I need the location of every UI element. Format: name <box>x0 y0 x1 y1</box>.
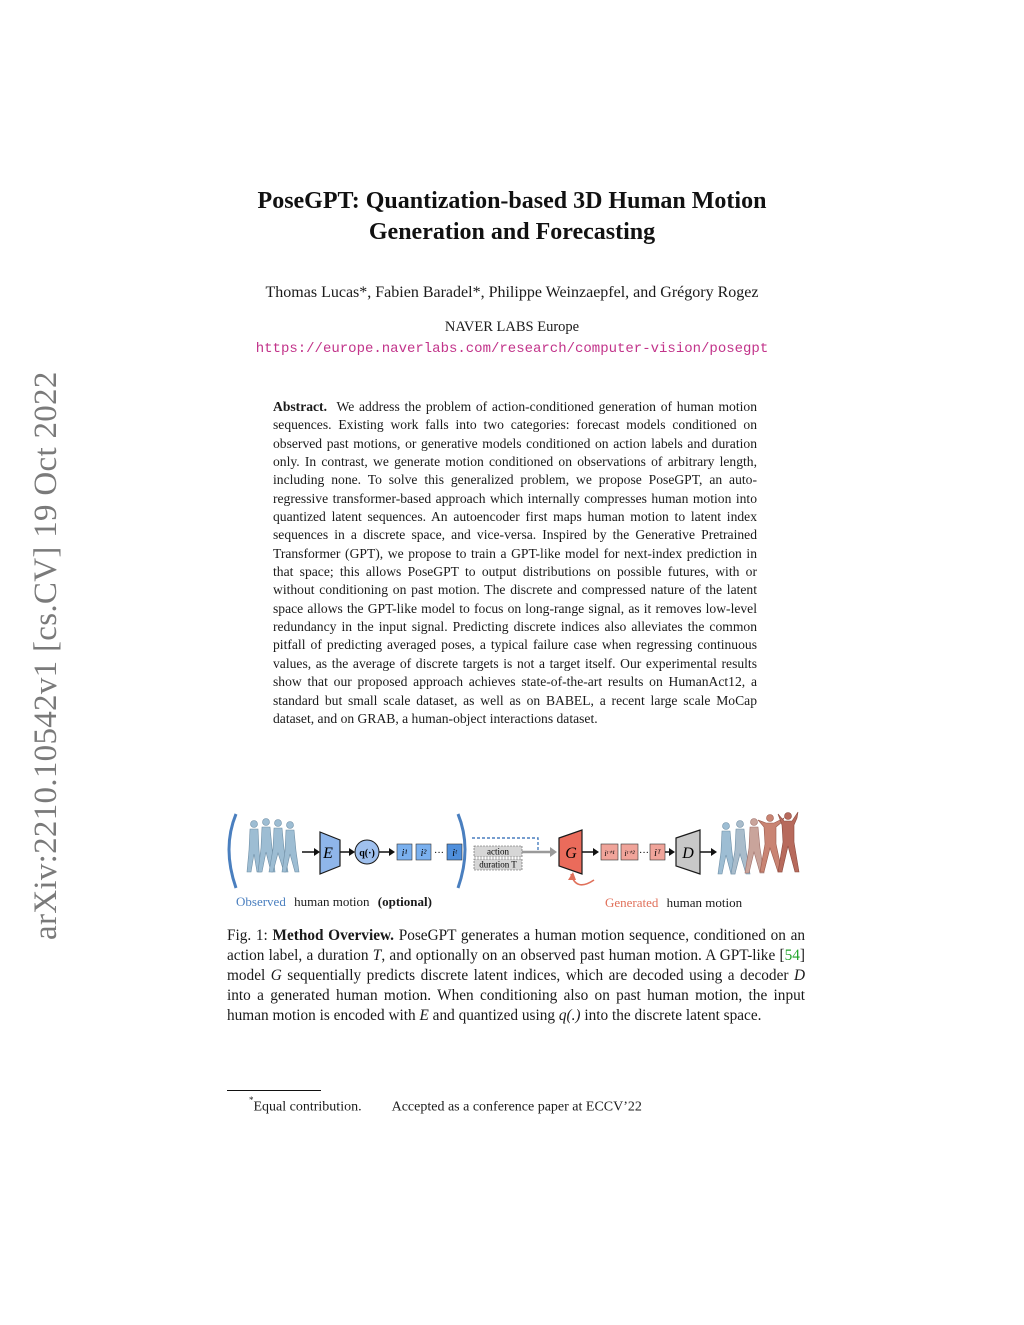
generated-rest: human motion <box>666 895 743 910</box>
optional-word: (optional) <box>377 894 432 909</box>
citation-link-54[interactable]: 54 <box>784 947 800 964</box>
token-in-ellipsis: ··· <box>434 848 444 859</box>
caption-math-D: D <box>793 967 806 984</box>
quantizer-label: q(·) <box>359 848 375 859</box>
caption-text-6: and quantized using <box>432 1007 556 1024</box>
arxiv-identifier: arXiv:2210.10542v1 [cs.CV] 19 Oct 2022 <box>28 371 64 940</box>
footnote-rule <box>227 1090 321 1091</box>
caption-text-5: into a generated human motion. When conditioning also on past human motion, the input human motion is encoded with <box>227 987 805 1024</box>
caption-math-T: T <box>372 947 382 964</box>
observed-word: Observed <box>236 894 286 909</box>
generated-human-figures-icon <box>718 812 799 874</box>
caption-text-3: ] model <box>227 947 806 984</box>
abstract-heading: Abstract. <box>273 399 327 414</box>
footnote <box>249 1097 642 1116</box>
affiliation: NAVER LABS Europe <box>444 319 580 335</box>
decoder-label: D <box>682 845 694 862</box>
action-condition-label: action <box>487 846 509 857</box>
caption-math-G: G <box>270 967 282 984</box>
footnote-mark: * <box>249 1095 254 1105</box>
title-line-2: Generation and Forecasting <box>368 219 656 245</box>
token-out-2-label: iᵗ⁺² <box>624 849 635 858</box>
abstract <box>273 398 757 728</box>
author-list: Thomas Lucas*, Fabien Baradel*, Philippe Weinzaepfel, and Grégory Rogez <box>265 284 759 301</box>
caption-text-4: sequentially predicts discrete latent indices, which are decoded using a decoder <box>287 967 789 984</box>
method-overview-figure <box>226 808 806 914</box>
abstract-body: We address the problem of action-conditioned generation of human motion sequences. Existing work falls into two categories: forecast models conditioned on observed past motions, or generative models conditioned on action labels and duration only. In contrast, we generate motion conditioned on observations of arbitrary length, including none. To solve this generalized problem, we propose PoseGPT, an auto-regressive transformer-based approach which internally compresses human motion into quantized latent sequences. An autoencoder first maps human motion to latent index sequences in a discrete space, and vice-versa. Inspired by the Generative Pretrained Transformer (GPT), we propose to train a GPT-like model for next-index prediction in that space; this allows PoseGPT to output distributions on possible futures, with or without conditioning on past motion. The discrete and compressed nature of the latent space allows the GPT-like model to focus on long-range signal, as it removes low-level redundancy in the input signal. Predicting discrete indices also alleviates the common pitfall of predicting averaged poses, a typical failure case when regressing continuous values, as the average of discrete targets is not a target itself. Our experimental results show that our proposed approach achieves state-of-the-art results on HumanAct12, a standard but small scale dataset, as well as on BABEL, a recent large scale MoCap dataset, and on GRAB, a human-object interactions dataset. <box>273 399 757 726</box>
token-out-T-label: iᵀ <box>654 848 661 859</box>
caption-prefix: Fig. 1: <box>227 927 268 944</box>
project-url-link[interactable]: https://europe.naverlabs.com/research/computer-vision/posegpt <box>255 341 769 357</box>
token-in-1-label: i¹ <box>401 848 408 859</box>
observed-bracket-left <box>229 814 236 888</box>
caption-text-7: into the discrete latent space. <box>584 1007 762 1024</box>
caption-text-2: , and optionally on an observed past human motion. A GPT-like [ <box>381 947 785 964</box>
token-out-1-label: iᵗ⁺¹ <box>604 849 615 858</box>
observed-human-figures-icon <box>247 819 299 873</box>
caption-math-q: q(.) <box>558 1007 581 1024</box>
caption-title: Method Overview. <box>272 927 395 944</box>
figure-caption <box>227 926 805 1026</box>
caption-text-1: PoseGPT generates a human motion sequence, conditioned on an action label, a duration <box>227 927 806 964</box>
paper-title <box>200 186 824 248</box>
observed-motion-label <box>236 894 432 909</box>
generated-word: Generated <box>605 895 659 910</box>
token-in-2-label: i² <box>420 848 427 859</box>
generated-motion-label <box>605 895 743 910</box>
token-in-t-label: iᵗ <box>452 848 457 859</box>
duration-condition-label: duration T <box>479 859 517 870</box>
footnote-equal-contribution: Equal contribution. <box>253 1099 362 1115</box>
token-out-ellipsis: ··· <box>639 848 649 859</box>
observed-rest: human motion <box>294 894 370 909</box>
footnote-acceptance-note: Accepted as a conference paper at ECCV’22 <box>391 1099 642 1115</box>
caption-math-E: E <box>419 1007 429 1024</box>
title-line-1: PoseGPT: Quantization-based 3D Human Motion <box>257 188 767 214</box>
generator-label: G <box>565 845 577 862</box>
encoder-label: E <box>323 845 333 862</box>
